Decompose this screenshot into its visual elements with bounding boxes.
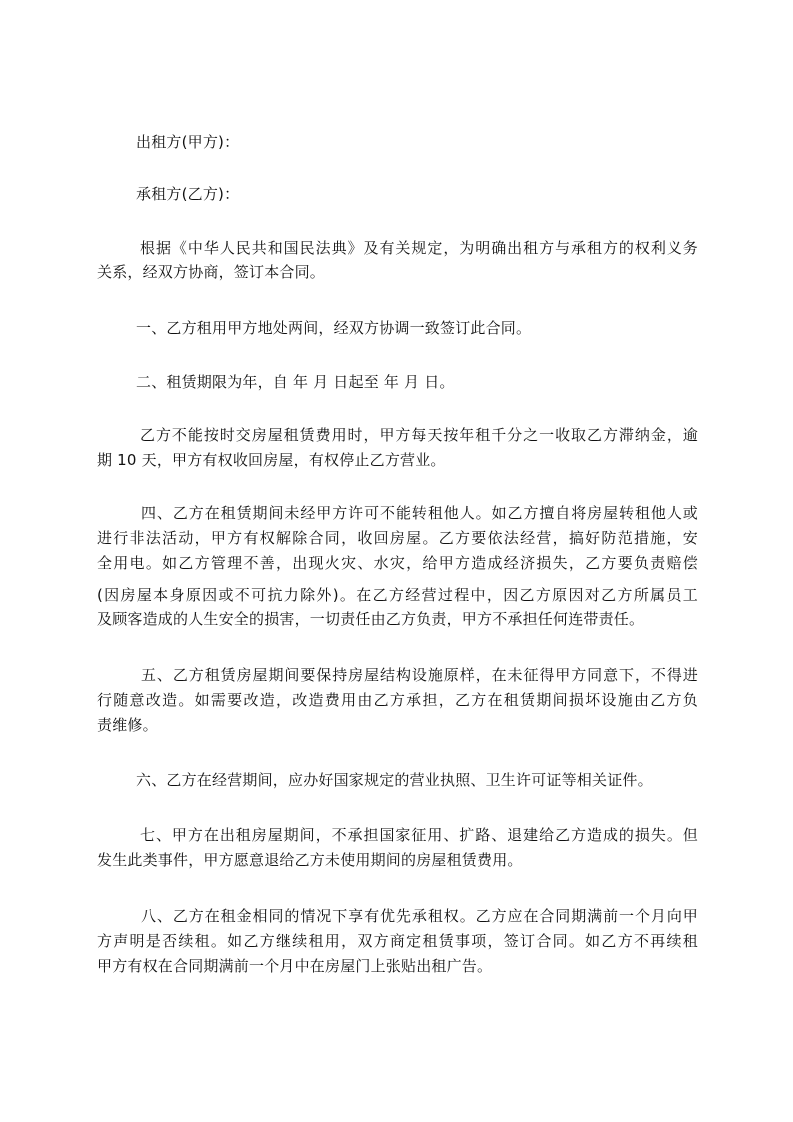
clause-5-line-1: 五、乙方租赁房屋期间要保持房屋结构设施原样，在未征得甲方同意下，不得进 xyxy=(141,666,698,684)
clause-4-line-1: 四、乙方在租赁期间未经甲方许可不能转租他人。如乙方擅自将房屋转租他人或 xyxy=(141,504,698,522)
clause-8-line-2: 方声明是否续租。如乙方继续租用，双方商定租赁事项，签订合同。如乙方不再续租 xyxy=(97,932,698,950)
clause-7-line-1: 七、甲方在出租房屋期间，不承担国家征用、扩路、退建给乙方造成的损失。但 xyxy=(140,826,698,844)
clause-4-line-5: 及顾客造成的人生安全的损害，一切责任由乙方负责，甲方不承担任何连带责任。 xyxy=(97,610,645,628)
clause-2-line-1: 二、租赁期限为年，自 年 月 日起至 年 月 日。 xyxy=(136,373,455,391)
clause-1-line-1: 一、乙方租用甲方地处两间，经双方协调一致签订此合同。 xyxy=(136,319,532,337)
clause-5-line-3: 责维修。 xyxy=(97,716,158,734)
clause-8-line-1: 八、乙方在租金相同的情况下享有优先承租权。乙方应在合同期满前一个月向甲 xyxy=(141,907,698,925)
clause-4-line-3: 全用电。如乙方管理不善，出现火灾、水灾，给甲方造成经济损失，乙方要负责赔偿 xyxy=(97,554,698,572)
preamble-line-2: 关系，经双方协商，签订本合同。 xyxy=(97,263,326,281)
clause-4-line-4: (因房屋本身原因或不可抗力除外)。在乙方经营过程中，因乙方原因对乙方所属员工 xyxy=(97,586,698,604)
clause-3-line-2: 期 10 天，甲方有权收回房屋，有权停止乙方营业。 xyxy=(97,451,446,469)
clause-4-line-2: 进行非法活动，甲方有权解除合同，收回房屋。乙方要依法经营，搞好防范措施，安 xyxy=(97,529,698,547)
clause-3-line-1: 乙方不能按时交房屋租赁费用时，甲方每天按年租千分之一收取乙方滞纳金，逾 xyxy=(140,426,698,444)
lessor-label: 出租方(甲方)： xyxy=(136,133,240,151)
clause-6-line-1: 六、乙方在经营期间，应办好国家规定的营业执照、卫生许可证等相关证件。 xyxy=(136,771,653,789)
preamble-line-1: 根据《中华人民共和国民法典》及有关规定，为明确出租方与承租方的权利义务 xyxy=(140,239,698,257)
clause-7-line-2: 发生此类事件，甲方愿意退给乙方未使用期间的房屋租赁费用。 xyxy=(97,851,523,869)
lessee-label: 承租方(乙方)： xyxy=(136,185,240,203)
clause-8-line-3: 甲方有权在合同期满前一个月中在房屋门上张贴出租广告。 xyxy=(97,957,493,975)
clause-5-line-2: 行随意改造。如需要改造，改造费用由乙方承担，乙方在租赁期间损坏设施由乙方负 xyxy=(97,691,698,709)
